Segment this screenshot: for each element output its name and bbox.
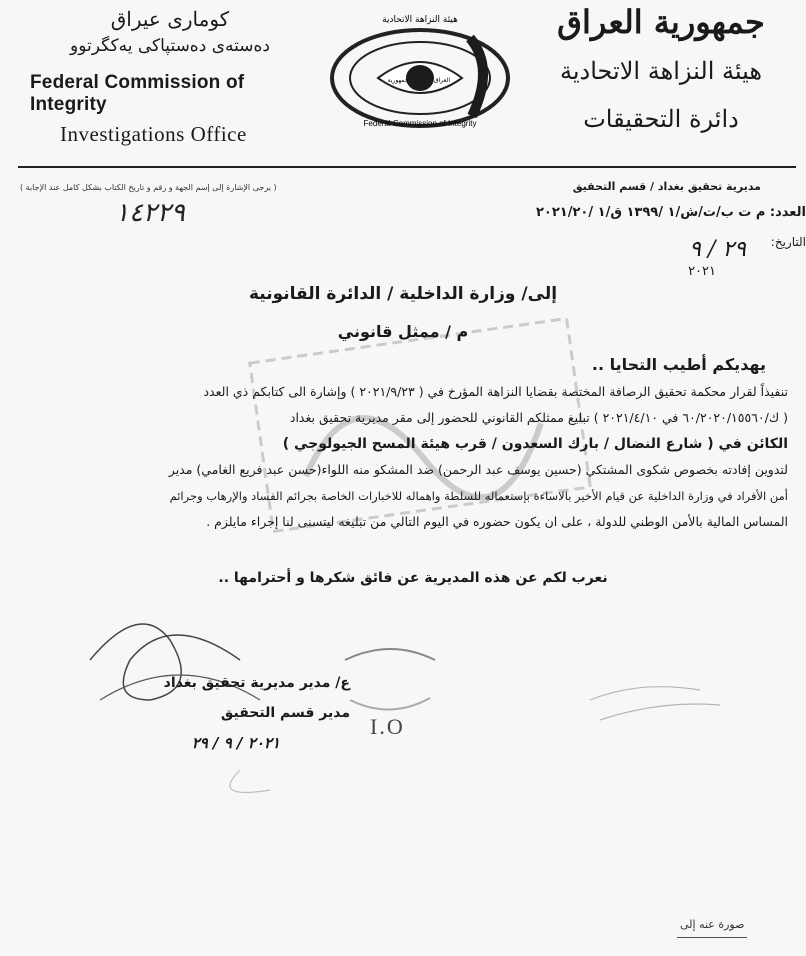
copy-to-label: صورة عنه إلى: [680, 918, 745, 931]
body-line-6: المساس المالية بالأمن الوطني للدولة ، على ان يكون حضوره في اليوم التالي من تبليغه ليتسنى لنا إجراء مايلزم .: [206, 514, 788, 529]
date-label: التاريخ:: [770, 235, 806, 249]
header-right: [546, 0, 776, 140]
signatory-title: ع/ مدير مديرية تحقيق بغداد: [163, 675, 350, 691]
logo-bottom-text: Federal Commission of Integrity: [363, 119, 477, 128]
copy-to-underline: [677, 937, 747, 938]
department-line: مديرية تحقيق بغداد / قسم التحقيق: [572, 180, 761, 193]
body-line-4: لتدوين إفادته بخصوص شكوى المشتكي (حسين يوسف عبد الرحمن) ضد المشكو منه اللواء(حسن عبد فريع الغامي) مدير: [168, 462, 788, 477]
greeting: يهديكم أطيب التحايا ..: [591, 355, 766, 374]
body-line-1: تنفيذاً لقرار محكمة تحقيق الرصافة المختصة بقضايا النزاهة المؤرخ في ( ٢٠٢١/٩/٢٣ ) وإشارة الى كتابكم ذي العدد: [203, 384, 788, 399]
kurdish-country-name: کوماری عیراق: [110, 7, 230, 31]
body-line-3: الكائن في ( شارع النضال / بارك السعدون / قرب هيئة المسح الجيولوجي ): [282, 436, 788, 452]
header-left: [20, 6, 320, 147]
handwritten-date: ٢٩ / ٩: [689, 237, 746, 262]
iraq-map-icon: [406, 65, 434, 91]
header-divider: [18, 166, 796, 168]
signature-block: [60, 668, 350, 758]
office-seal-label: I.O: [370, 714, 405, 739]
english-office-name: Investigations Office: [60, 122, 247, 146]
arabic-country-name: جمهورية العراق: [557, 3, 765, 41]
reference-number: العدد: م ت ب/ت/ش/١ /١٣٩٩ ق/١ /٢٠٢١/٢٠: [536, 205, 806, 220]
recipient-line: إلى/ وزارة الداخلية / الدائرة القانونية: [248, 284, 558, 304]
body-line-5: أمن الأفراد في وزارة الداخلية عن قيام الأخير بالاساءة بإستعماله للسلطة واهماله للاخبارات الخاصة بجرائم الفساد والإرهاب وجرائم: [169, 489, 788, 503]
body-line-2: ( ك/٦٠/٢٠٢٠/١٥٥٦٠ في ٢٠٢١/٤/١٠ ) تبليغ ممثلكم القانوني للحضور إلى مقر مديرية تحقيق بغداد: [289, 410, 788, 425]
reply-note: ( يرجى الإشارة إلى إسم الجهة و رقم و تاريخ الكتاب بشكل كامل عند الإجابة ): [20, 183, 277, 192]
logo-top-text: هيئة النزاهة الاتحادية: [382, 15, 458, 25]
logo-right-word: العراق: [433, 77, 451, 84]
date-year: ٢٠٢١: [688, 264, 716, 279]
arabic-office-name: دائرة التحقيقات: [583, 105, 739, 133]
signatory-role: مدير قسم التحقيق: [220, 705, 350, 721]
english-commission-name: Federal Commission of Integrity: [30, 72, 245, 115]
arabic-commission-name: هيئة النزاهة الاتحادية: [560, 57, 762, 85]
kurdish-commission-name: دەستەی دەستپاکی یەکگرتوو: [70, 36, 270, 56]
subject-line: م / ممثل قانوني: [337, 322, 469, 341]
signature-date: ٢٠٢١ / ٩ / ٢٩: [191, 734, 280, 752]
logo-left-word: جمهورية: [387, 77, 409, 84]
commission-logo: [320, 8, 520, 143]
closing-line: نعرب لكم عن هذه المديرية عن فائق شكرها و أحترامها ..: [218, 570, 608, 586]
handwritten-reference: ١٤٢٢٩: [115, 198, 185, 228]
